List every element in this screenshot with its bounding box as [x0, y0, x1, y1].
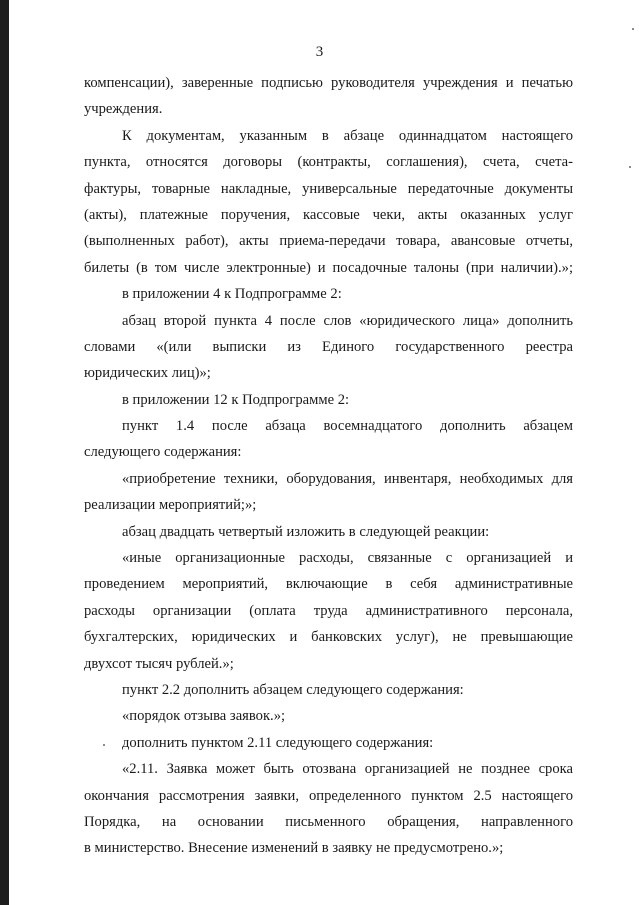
text-line: билеты (в том числе электронные) и посадочные талоны (при наличии).»; [84, 259, 573, 276]
text-line: «приобретение техники, оборудования, инвентаря, необходимых для [122, 470, 573, 487]
text-line: (выполненных работ), акты приема-передачи товара, авансовые отчеты, [84, 233, 573, 250]
text-line: пункт 1.4 после абзаца восемнадцатого дополнить абзацем [122, 418, 573, 435]
text-line: двухсот тысяч рублей.»; [84, 655, 234, 672]
text-line: расходы организации (оплата труда административного персонала, [84, 602, 573, 619]
text-line: следующего содержания: [84, 444, 242, 461]
text-line: бухгалтерских, юридических и банковских услуг), не превышающие [84, 629, 573, 646]
scan-edge [0, 0, 9, 905]
text-line: окончания рассмотрения заявки, определенного пунктом 2.5 настоящего [84, 787, 573, 804]
text-line: пункт 2.2 дополнить абзацем следующего содержания: [122, 681, 464, 698]
text-line: абзац второй пункта 4 после слов «юридического лица» дополнить [122, 312, 573, 329]
text-line: абзац двадцать четвертый изложить в следующей реакции: [122, 523, 490, 540]
text-line: в приложении 12 к Подпрограмме 2: [122, 391, 350, 408]
text-line: учреждения. [84, 101, 163, 118]
text-line: пункта, относятся договоры (контракты, соглашения), счета, счета- [84, 154, 573, 171]
text-line: словами «(или выписки из Единого государственного реестра [84, 338, 573, 355]
scan-speck [632, 28, 634, 30]
text-line: Порядка, на основании письменного обращения, направленного [84, 813, 573, 830]
text-line: «иные организационные расходы, связанные с организацией и [122, 550, 573, 567]
text-line: К документам, указанным в абзаце одиннадцатом настоящего [122, 127, 573, 144]
text-line: «2.11. Заявка может быть отозвана организацией не позднее срока [122, 761, 573, 778]
page-number: 3 [315, 44, 324, 60]
document-body [84, 70, 573, 862]
text-line: юридических лиц)»; [84, 365, 211, 382]
scan-speck [629, 166, 631, 168]
text-line: проведением мероприятий, включающие в себя административные [84, 576, 573, 593]
text-line: в приложении 4 к Подпрограмме 2: [122, 286, 342, 303]
text-line: в министерство. Внесение изменений в заявку не предусмотрено.»; [84, 840, 504, 857]
text-line: фактуры, товарные накладные, универсальные передаточные документы [84, 180, 573, 197]
text-line: реализации мероприятий;»; [84, 497, 257, 514]
text-line: (акты), платежные поручения, кассовые чеки, акты оказанных услуг [84, 206, 573, 223]
text-line: дополнить пунктом 2.11 следующего содержания: [122, 734, 434, 751]
text-line: компенсации), заверенные подписью руководителя учреждения и печатью [84, 75, 573, 91]
text-line: «порядок отзыва заявок.»; [122, 708, 286, 725]
